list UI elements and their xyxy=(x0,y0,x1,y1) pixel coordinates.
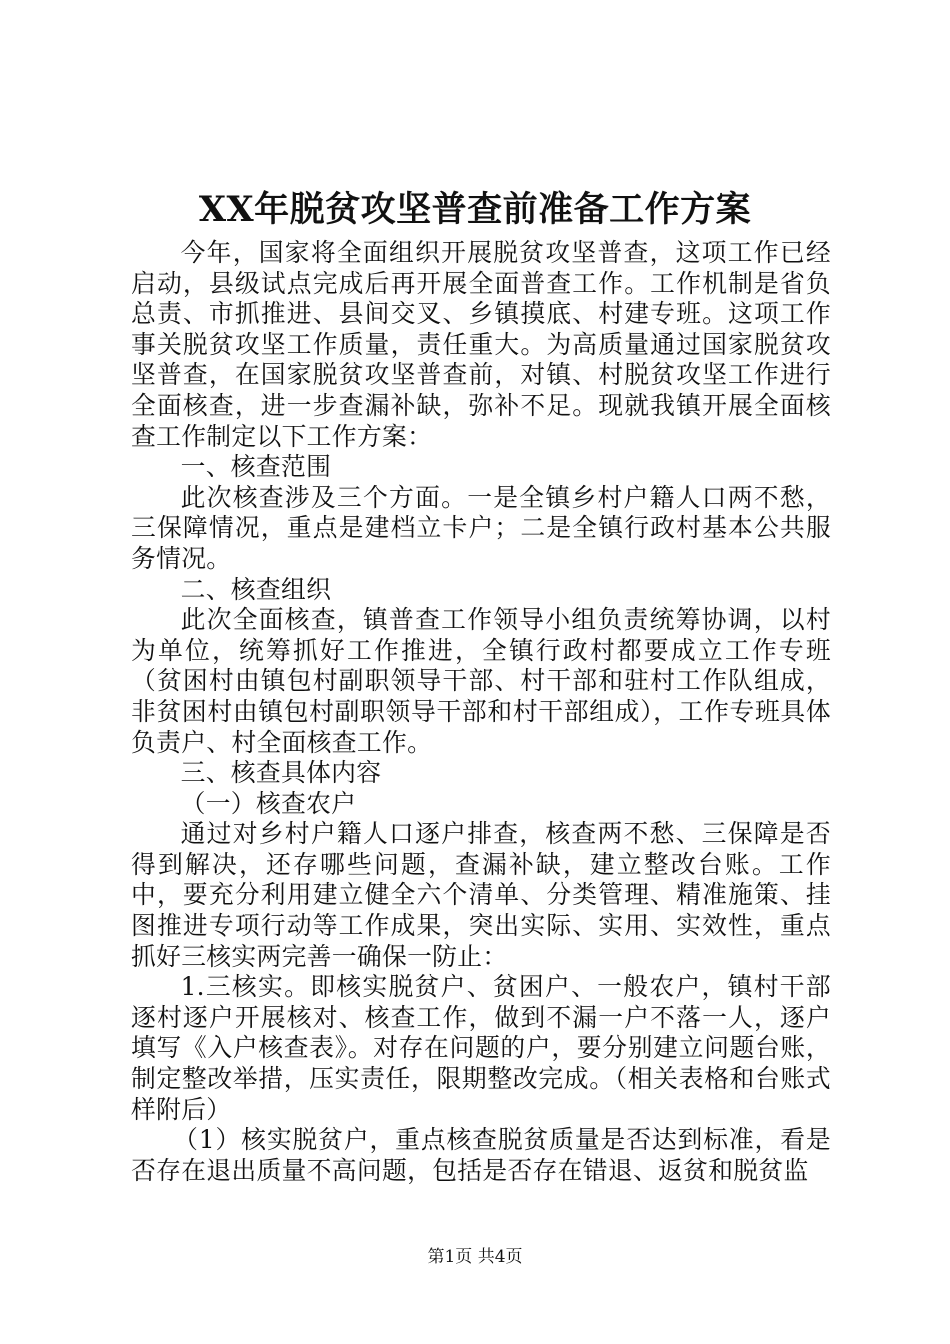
intro-paragraph: 今年，国家将全面组织开展脱贫攻坚普查，这项工作已经启动，县级试点完成后再开展全面普查工作。工作机制是省负总责、市抓推进、县间交叉、乡镇摸底、村建专班。这项工作事关脱贫攻坚工作质量，责任重大。为高质量通过国家脱贫攻坚普查，在国家脱贫攻坚普查前，对镇、村脱贫攻坚工作进行全面核查，进一步查漏补缺，弥补不足。现就我镇开展全面核查工作制定以下工作方案： xyxy=(131,238,831,451)
section-heading-scope: 一、核查范围 xyxy=(180,452,332,482)
page-number-footer: 第1页 共4页 xyxy=(427,1247,523,1267)
section-heading-content: 三、核查具体内容 xyxy=(180,758,382,788)
document-body xyxy=(131,238,831,1186)
organization-paragraph: 此次全面核查，镇普查工作领导小组负责统筹协调，以村为单位，统筹抓好工作推进，全镇行政村都要成立工作专班（贫困村由镇包村副职领导干部、村干部和驻村工作队组成，非贫困村由镇包村副职领导干部和村干部组成），工作专班具体负责户、村全面核查工作。 xyxy=(131,605,831,757)
households-paragraph: 通过对乡村户籍人口逐户排查，核查两不愁、三保障是否得到解决，还存哪些问题，查漏补缺，建立整改台账。工作中，要充分利用建立健全六个清单、分类管理、精准施策、挂图推进专项行动等工作成果，突出实际、实用、实效性，重点抓好三核实两完善一确保一防止： xyxy=(131,819,831,971)
scope-paragraph: 此次核查涉及三个方面。一是全镇乡村户籍人口两不愁，三保障情况，重点是建档立卡户；二是全镇行政村基本公共服务情况。 xyxy=(131,482,831,573)
subsection-heading-households: （一）核查农户 xyxy=(180,788,357,818)
item-verify-poverty-exit-households: （1）核实脱贫户，重点核查脱贫质量是否达到标准，看是否存在退出质量不高问题，包括是否存在错退、返贫和脱贫监 xyxy=(131,1125,831,1185)
item-three-verifications: 1.三核实。即核实脱贫户、贫困户、一般农户，镇村干部逐村逐户开展核对、核查工作，做到不漏一户不落一人，逐户填写《入户核查表》。对存在问题的户，要分别建立问题台账，制定整改举措，压实责任，限期整改完成。（相关表格和台账式样附后） xyxy=(131,972,831,1124)
section-heading-organization: 二、核查组织 xyxy=(180,574,332,604)
document-title: XX年脱贫攻坚普查前准备工作方案 xyxy=(198,189,752,230)
